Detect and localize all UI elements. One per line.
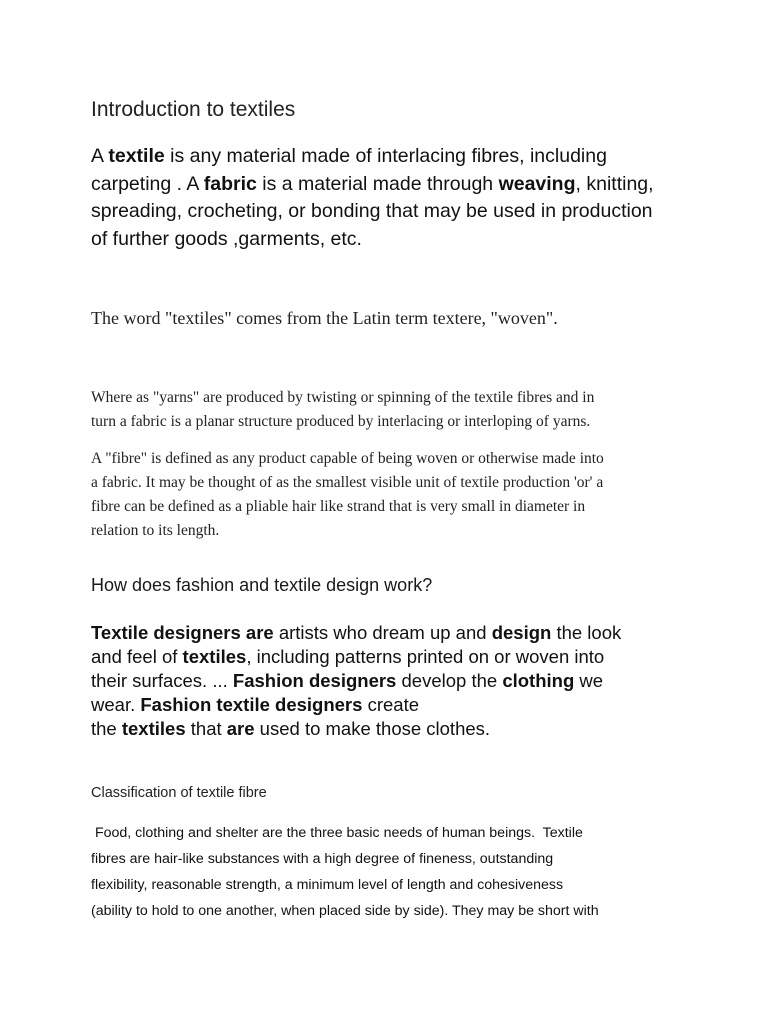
fibre-line: relation to its length. (91, 522, 220, 539)
basic-needs-line: (ability to hold to one another, when placed side by side). They may be short with (91, 903, 599, 919)
text-line (91, 226, 691, 254)
textile-designers-paragraph (91, 621, 691, 741)
bold-term: clothing (502, 670, 575, 691)
text-run: create (362, 694, 419, 715)
bold-term: are (226, 718, 255, 739)
textile-definition-paragraph (91, 143, 691, 253)
text-line (91, 171, 691, 199)
etymology-paragraph: The word "textiles" comes from the Latin term textere, "woven". (91, 308, 558, 328)
bold-term: Textile designers are (91, 622, 274, 643)
text-run: is a material made through (256, 172, 499, 195)
text-line (91, 693, 691, 717)
fibre-paragraph (91, 447, 691, 543)
text-run: the look (551, 622, 622, 643)
text-run: artists who dream up and (273, 622, 492, 643)
yarns-line: Where as "yarns" are produced by twisting or spinning of the textile fibres and in (91, 389, 595, 406)
text-run: is any material made of interlacing fibres, including (164, 145, 607, 167)
text-line (91, 198, 691, 226)
bold-term: design (491, 622, 552, 643)
bold-term: Fashion textile designers (140, 694, 363, 715)
basic-needs-line: fibres are hair-like substances with a high degree of fineness, outstanding (91, 851, 554, 867)
text-run: their surfaces. ... (91, 670, 233, 691)
text-run: of further goods ,garments, etc. (91, 227, 362, 250)
basic-needs-line: Food, clothing and shelter are the three basic needs of human beings. Textile (91, 825, 583, 841)
bold-term: Fashion designers (232, 670, 397, 691)
fibre-line: a fabric. It may be thought of as the smallest visible unit of textile production 'or' a (91, 474, 604, 491)
basic-needs-line: flexibility, reasonable strength, a minimum level of length and cohesiveness (91, 877, 564, 893)
text-line (91, 669, 691, 693)
text-line (91, 645, 691, 669)
text-line (91, 143, 691, 171)
page-title: Introduction to textiles (91, 98, 296, 121)
text-run: wear. (91, 694, 141, 715)
text-run: develop the (396, 670, 503, 691)
fashion-design-heading: How does fashion and textile design work? (91, 575, 433, 595)
bold-term: textile (108, 145, 165, 167)
text-run: we (574, 670, 604, 691)
bold-term: textiles (121, 718, 186, 739)
text-run: that (185, 718, 227, 739)
text-run: the (91, 718, 122, 739)
fibre-line: A "fibre" is defined as any product capable of being woven or otherwise made into (91, 450, 604, 467)
text-run: and feel of (91, 646, 183, 667)
text-line (91, 621, 691, 645)
bold-term: weaving (498, 172, 576, 195)
text-run: , knitting, (575, 172, 654, 195)
classification-heading: Classification of textile fibre (91, 785, 267, 801)
fibre-line: fibre can be defined as a pliable hair like strand that is very small in diameter in (91, 498, 586, 515)
bold-term: fabric (203, 172, 257, 195)
yarns-paragraph (91, 386, 691, 434)
text-run: used to make those clothes. (254, 718, 491, 739)
text-run: spreading, crocheting, or bonding that may be used in production (91, 200, 653, 222)
text-line (91, 717, 691, 741)
text-run: carpeting . A (91, 172, 204, 195)
bold-term: textiles (182, 646, 247, 667)
text-run: , including patterns printed on or woven into (246, 646, 605, 667)
text-run: A (91, 145, 109, 167)
basic-needs-paragraph (91, 820, 691, 924)
yarns-line: turn a fabric is a planar structure produced by interlacing or interloping of yarns. (91, 413, 591, 430)
